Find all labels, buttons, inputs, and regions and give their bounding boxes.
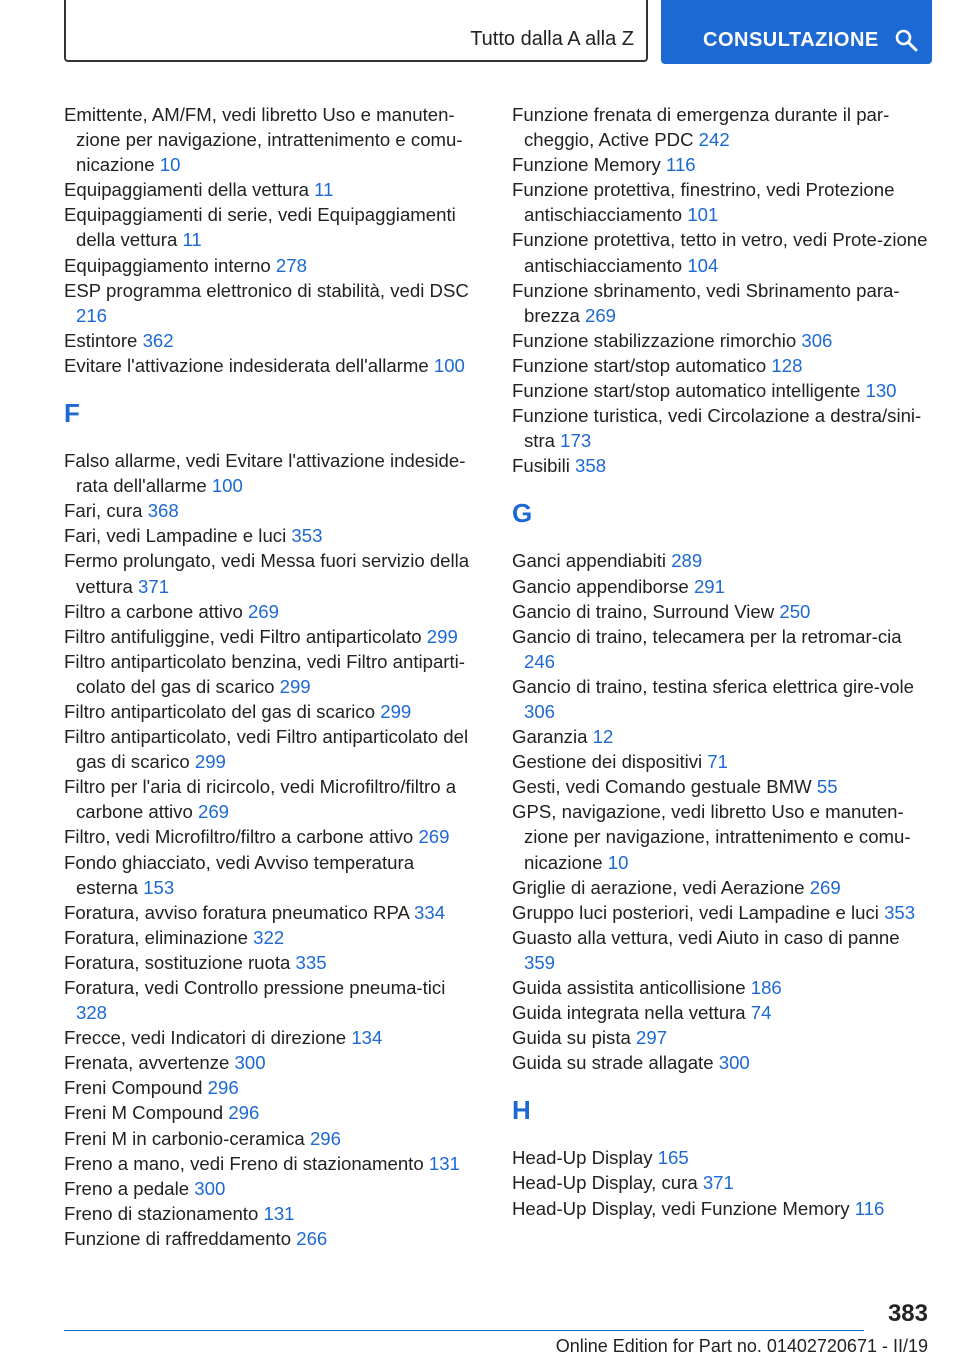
entry-text: Foratura, sostituzione ruota — [64, 951, 291, 973]
entry-page-link[interactable]: 11 — [314, 179, 334, 201]
entry-text: Garanzia — [512, 726, 588, 748]
entry-text: Gestione dei dispositivi — [512, 751, 703, 773]
entry-page-link[interactable]: 368 — [147, 500, 179, 522]
entry-page-link[interactable]: 299 — [426, 625, 458, 647]
entry-text: Guida su pista — [512, 1027, 631, 1049]
index-entry — [512, 1145, 928, 1170]
entry-text: Funzione sbrinamento, vedi Sbrinamento para‐brezza — [512, 279, 900, 326]
entry-page-link[interactable]: 71 — [707, 751, 729, 773]
index-entry — [64, 724, 480, 774]
index-entry — [64, 498, 480, 523]
entry-text: Filtro, vedi Microfiltro/filtro a carbone attivo — [64, 826, 414, 848]
entry-page-link[interactable]: 306 — [524, 700, 556, 722]
entry-page-link[interactable]: 12 — [592, 726, 614, 748]
index-entry — [512, 102, 928, 152]
entry-text: Funzione start/stop automatico — [512, 354, 767, 376]
index-entry — [512, 177, 928, 227]
entry-page-link[interactable]: 10 — [159, 154, 181, 176]
index-entry — [64, 278, 480, 328]
entry-page-link[interactable]: 101 — [687, 204, 719, 226]
index-entry — [512, 353, 928, 378]
entry-text: Filtro per l'aria di ricircolo, vedi Microfiltro/filtro a carbone attivo — [64, 776, 457, 823]
index-column-right — [512, 102, 928, 1221]
index-entry — [64, 1151, 480, 1176]
index-entry — [64, 177, 480, 202]
entry-page-link[interactable]: 130 — [865, 380, 897, 402]
entry-page-link[interactable]: 371 — [702, 1172, 734, 1194]
entry-page-link[interactable]: 335 — [295, 951, 327, 973]
index-entry — [64, 975, 480, 1025]
entry-page-link[interactable]: 186 — [750, 977, 782, 998]
entry-page-link[interactable]: 297 — [636, 1027, 668, 1049]
entry-page-link[interactable]: 134 — [351, 1027, 383, 1049]
entry-text: Funzione protettiva, finestrino, vedi Protezione antischiacciamento — [512, 179, 895, 226]
entry-text: Foratura, eliminazione — [64, 926, 248, 948]
entry-page-link[interactable]: 334 — [414, 901, 446, 923]
entry-text: Gancio appendiborse — [512, 575, 689, 597]
index-entry — [512, 1000, 928, 1025]
entry-page-link[interactable]: 289 — [671, 550, 703, 572]
entry-page-link[interactable]: 269 — [247, 600, 279, 622]
index-entry — [64, 448, 480, 498]
entry-text: Freni Compound — [64, 1077, 203, 1099]
entry-text: GPS, navigazione, vedi libretto Uso e manuten‐zione per navigazione, intrattenimento e comu‐nicazione — [512, 801, 911, 873]
entry-text: Freno di stazionamento — [64, 1202, 259, 1224]
entry-page-link[interactable]: 74 — [750, 1002, 772, 1024]
index-letter-h: H — [512, 1095, 531, 1126]
section-tab — [64, 0, 648, 62]
entry-page-link[interactable]: 362 — [142, 329, 174, 351]
entry-text: Griglie di aerazione, vedi Aerazione — [512, 876, 805, 898]
entry-text: Guida integrata nella vettura — [512, 1002, 746, 1024]
footer-divider — [64, 1330, 864, 1331]
entry-page-link[interactable]: 153 — [143, 876, 175, 898]
entry-page-link[interactable]: 299 — [279, 675, 311, 697]
entry-page-link[interactable]: 278 — [275, 254, 307, 276]
entry-text: Funzione start/stop automatico intelligente — [512, 380, 861, 402]
section-title: Tutto dalla A alla Z — [470, 28, 634, 50]
index-entry — [512, 378, 928, 403]
index-entry — [64, 1050, 480, 1075]
index-entry — [64, 950, 480, 975]
entry-text: ESP programma elettronico di stabilità, vedi DSC — [64, 279, 469, 301]
entry-text: Funzione di raffreddamento — [64, 1227, 292, 1249]
index-entry — [64, 774, 480, 824]
index-entry — [64, 548, 480, 598]
index-entry — [64, 699, 480, 724]
entry-page-link[interactable]: 299 — [194, 751, 226, 773]
index-entry — [512, 599, 928, 624]
entry-page-link[interactable]: 100 — [211, 475, 243, 497]
index-entry — [64, 599, 480, 624]
entry-page-link[interactable]: 116 — [854, 1197, 885, 1219]
entry-page-link[interactable]: 291 — [693, 575, 725, 597]
entry-text: Gancio di traino, testina sferica elettrica gire‐vole — [512, 675, 915, 697]
entry-text: Funzione turistica, vedi Circolazione a destra/sini‐stra — [512, 405, 922, 452]
entry-page-link[interactable]: 269 — [584, 304, 617, 326]
entry-page-link[interactable]: 353 — [291, 525, 323, 547]
index-entry — [512, 1170, 928, 1195]
entry-text: Gesti, vedi Comando gestuale BMW — [512, 776, 812, 798]
entry-text: Fari, cura — [64, 500, 143, 522]
entry-text: Funzione Memory — [512, 154, 661, 176]
entry-page-link[interactable]: 128 — [771, 354, 803, 376]
entry-page-link[interactable]: 100 — [433, 354, 465, 376]
entry-page-link[interactable]: 300 — [234, 1052, 266, 1074]
entry-text: Gruppo luci posteriori, vedi Lampadine e luci — [512, 901, 879, 923]
page-number: 383 — [887, 1300, 928, 1327]
index-entry — [512, 975, 928, 1000]
consultazione-label: CONSULTAZIONE — [703, 29, 879, 51]
entry-text: Gancio di traino, Surround View — [512, 600, 775, 622]
entry-text: Filtro antiparticolato, vedi Filtro antiparticolato del gas di scarico — [64, 726, 469, 773]
index-entry — [512, 875, 928, 900]
index-entry — [512, 328, 928, 353]
entry-text: Foratura, avviso foratura pneumatico RPA — [64, 901, 409, 923]
index-entry — [64, 624, 480, 649]
entry-page-link[interactable]: 216 — [76, 304, 108, 326]
entry-page-link[interactable]: 269 — [418, 826, 450, 848]
index-entry — [64, 202, 480, 252]
entry-page-link[interactable]: 104 — [687, 254, 719, 276]
entry-page-link[interactable]: 300 — [194, 1177, 226, 1199]
entry-page-link[interactable]: 246 — [524, 650, 556, 672]
index-entry — [512, 548, 928, 573]
index-entry — [64, 824, 480, 849]
entry-page-link[interactable]: 131 — [263, 1202, 295, 1224]
entry-text: Funzione stabilizzazione rimorchio — [512, 329, 797, 351]
index-entry — [512, 227, 928, 277]
search-icon[interactable] — [894, 28, 918, 52]
entry-page-link[interactable]: 55 — [816, 776, 838, 798]
entry-text: Filtro antiparticolato del gas di scarico — [64, 700, 376, 722]
index-entry — [512, 1050, 928, 1075]
entry-text: Equipaggiamenti della vettura — [64, 179, 309, 201]
index-letter-f: F — [64, 398, 80, 429]
entry-text: Foratura, vedi Controllo pressione pneuma‐tici — [64, 977, 446, 998]
entry-page-link[interactable]: 358 — [575, 455, 607, 477]
entry-page-link[interactable]: 296 — [228, 1102, 260, 1124]
entry-text: Guida assistita anticollisione — [512, 977, 746, 998]
entry-text: Guasto alla vettura, vedi Aiuto in caso di panne — [512, 926, 900, 948]
consultazione-tab[interactable] — [661, 0, 932, 64]
index-entry — [512, 749, 928, 774]
entry-text: Head-Up Display, cura — [512, 1172, 698, 1194]
index-entry — [512, 574, 928, 599]
index-entry — [64, 1075, 480, 1100]
index-entry — [512, 774, 928, 799]
index-entry — [512, 674, 928, 724]
index-entry — [64, 649, 480, 699]
index-entry — [64, 850, 480, 900]
index-entry — [64, 1100, 480, 1125]
entry-text: Filtro antiparticolato benzina, vedi Filtro antiparti‐colato del gas di scarico — [64, 650, 465, 697]
entry-page-link[interactable]: 371 — [138, 575, 170, 597]
index-entry — [512, 403, 928, 453]
entry-page-link[interactable]: 300 — [718, 1052, 750, 1074]
index-entry — [64, 1201, 480, 1226]
index-entry — [512, 900, 928, 925]
index-entry — [64, 328, 480, 353]
entry-text: Equipaggiamento interno — [64, 254, 271, 276]
entry-page-link[interactable]: 250 — [779, 600, 811, 622]
entry-page-link[interactable]: 328 — [76, 1002, 108, 1024]
entry-text: Filtro antifuliggine, vedi Filtro antiparticolato — [64, 625, 422, 647]
entry-page-link[interactable]: 269 — [197, 801, 230, 823]
entry-page-link[interactable]: 10 — [607, 851, 629, 873]
entry-page-link[interactable]: 353 — [884, 901, 916, 923]
entry-text: Frenata, avvertenze — [64, 1052, 230, 1074]
index-entry — [512, 1025, 928, 1050]
entry-text: Gancio di traino, telecamera per la retromar‐cia — [512, 625, 902, 647]
entry-page-link[interactable]: 131 — [428, 1152, 460, 1174]
index-entry — [64, 1025, 480, 1050]
entry-text: Estintore — [64, 329, 138, 351]
entry-page-link[interactable]: 11 — [182, 229, 202, 251]
entry-text: Equipaggiamenti di serie, vedi Equipaggiamenti della vettura — [64, 204, 456, 251]
index-entry — [512, 453, 928, 478]
index-entry — [64, 353, 480, 378]
entry-page-link[interactable]: 242 — [698, 129, 730, 151]
page-header — [64, 0, 932, 64]
entry-page-link[interactable]: 322 — [253, 926, 285, 948]
index-entry — [512, 1196, 928, 1221]
entry-text: Head-Up Display — [512, 1147, 653, 1169]
entry-page-link[interactable]: 266 — [296, 1227, 328, 1249]
entry-text: Guida su strade allagate — [512, 1052, 714, 1074]
entry-page-link[interactable]: 296 — [309, 1127, 341, 1149]
entry-text: Funzione frenata di emergenza durante il par‐cheggio, Active PDC — [512, 104, 890, 151]
index-column-left — [64, 102, 480, 1251]
index-entry — [512, 799, 928, 874]
entry-page-link[interactable]: 306 — [801, 329, 833, 351]
entry-page-link[interactable]: 296 — [207, 1077, 239, 1099]
entry-page-link[interactable]: 299 — [380, 700, 412, 722]
index-letter-g: G — [512, 498, 533, 529]
index-entry — [64, 900, 480, 925]
entry-text: Evitare l'attivazione indesiderata dell'allarme — [64, 354, 429, 376]
index-entry — [512, 278, 928, 328]
entry-text: Fondo ghiacciato, vedi Avviso temperatura esterna — [64, 851, 415, 898]
index-entry — [64, 253, 480, 278]
entry-text: Filtro a carbone attivo — [64, 600, 243, 622]
index-entry — [64, 1126, 480, 1151]
entry-page-link[interactable]: 269 — [809, 876, 841, 898]
entry-text: Freno a mano, vedi Freno di stazionamento — [64, 1152, 424, 1174]
entry-page-link[interactable]: 359 — [524, 951, 556, 973]
index-entry — [64, 925, 480, 950]
entry-text: Freni M in carbonio-ceramica — [64, 1127, 305, 1149]
entry-text: Freni M Compound — [64, 1102, 224, 1124]
index-entry — [512, 925, 928, 975]
index-entry — [512, 152, 928, 177]
entry-page-link[interactable]: 116 — [665, 154, 696, 176]
entry-page-link[interactable]: 173 — [560, 430, 592, 452]
entry-text: Funzione protettiva, tetto in vetro, vedi Prote‐zione antischiacciamento — [512, 229, 928, 276]
index-entry — [64, 102, 480, 177]
entry-text: Frecce, vedi Indicatori di direzione — [64, 1027, 347, 1049]
entry-text: Fari, vedi Lampadine e luci — [64, 525, 287, 547]
index-entry — [512, 724, 928, 749]
entry-text: Ganci appendiabiti — [512, 550, 667, 572]
entry-text: Head-Up Display, vedi Funzione Memory — [512, 1197, 850, 1219]
entry-text: Freno a pedale — [64, 1177, 190, 1199]
entry-page-link[interactable]: 165 — [657, 1147, 689, 1169]
index-entry — [64, 1176, 480, 1201]
entry-text: Falso allarme, vedi Evitare l'attivazione indeside‐rata dell'allarme — [64, 450, 466, 497]
index-entry — [64, 1226, 480, 1251]
entry-text: Emittente, AM/FM, vedi libretto Uso e manuten‐zione per navigazione, intrattenimento e comu‐nicazione — [64, 104, 463, 176]
footer-edition: Online Edition for Part no. 01402720671 - II/19 — [555, 1336, 928, 1356]
entry-text: Fermo prolungato, vedi Messa fuori servizio della vettura — [64, 550, 470, 597]
index-entry — [512, 624, 928, 674]
entry-text: Fusibili — [512, 455, 570, 477]
index-entry — [64, 523, 480, 548]
